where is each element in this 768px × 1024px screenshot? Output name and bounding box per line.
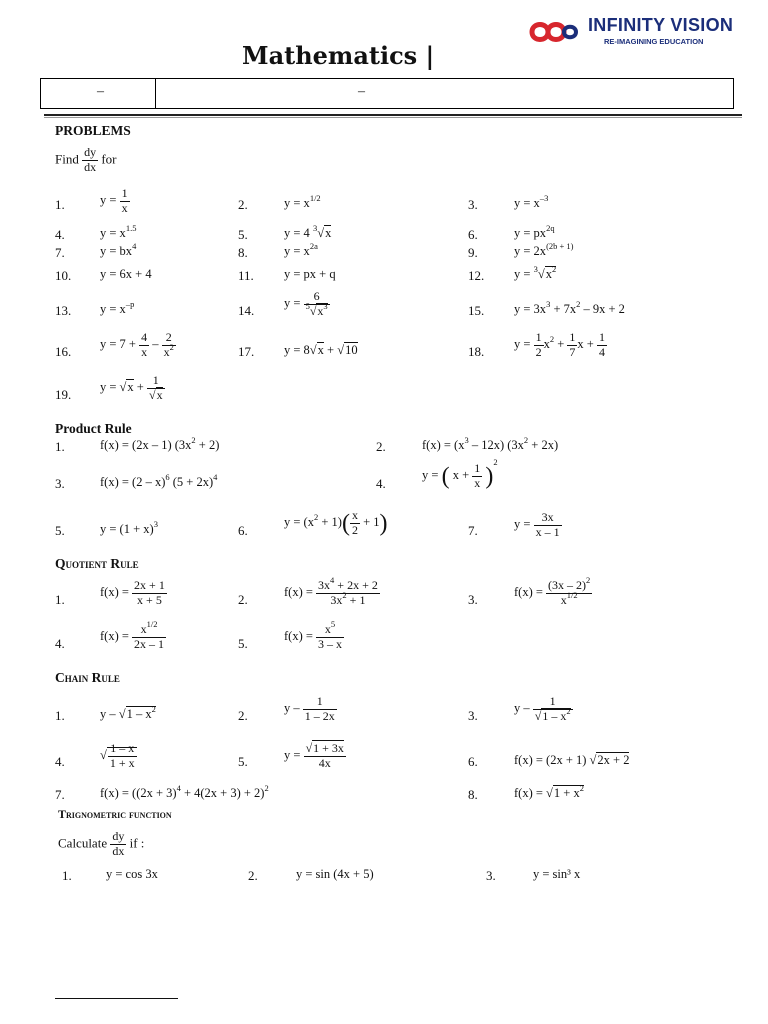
problem-number: 13. bbox=[55, 303, 72, 318]
chain-rule-heading: Chain Rule bbox=[55, 670, 120, 685]
problem-expression: √ $\frac{1 - x}{1 + x}$ bbox=[100, 741, 135, 770]
problem-expression: $y = (x^2 + 1)$( $\frac{x}{2}$ + 1) bbox=[284, 508, 388, 537]
problem-number: 6. bbox=[238, 523, 248, 538]
problem-number: 5. bbox=[238, 636, 248, 651]
problem-expression: y = $\frac{√1 + 3x}{4x}$ bbox=[284, 741, 344, 770]
problem-number: 2. bbox=[238, 197, 248, 212]
trig-instruction: Calculate $\frac{dy}{dx}$ if : bbox=[58, 829, 145, 858]
problem-expression: f(x) = $\frac{x^{1/2}}{2x - 1}$ bbox=[100, 619, 165, 651]
problem-number: 18. bbox=[468, 344, 485, 359]
problem-number: 4. bbox=[376, 476, 386, 491]
problem-expression: f(x) = (2x – 1) $(3x^2 + 2)$ bbox=[100, 435, 220, 452]
problem-expression: y – $√1 - x^2$ bbox=[100, 704, 156, 721]
problem-number: 1. bbox=[55, 439, 65, 454]
section-divider bbox=[44, 114, 742, 116]
problem-number: 5. bbox=[238, 227, 248, 242]
problem-expression: f(x) = $\frac{3x^4 + 2x + 2}{3x^2 + 1}$ bbox=[284, 575, 378, 607]
problem-number: 9. bbox=[468, 245, 478, 260]
problem-number: 1. bbox=[62, 868, 72, 883]
problem-number: 3. bbox=[468, 592, 478, 607]
problem-expression: y = $\frac{3x}{x - 1}$ bbox=[514, 510, 560, 539]
problem-expression: y = 7 + $\frac{4}{x}$ – $\frac{2}{x^2}$ bbox=[100, 330, 174, 359]
problem-number: 7. bbox=[55, 787, 65, 802]
problem-number: 3. bbox=[468, 708, 478, 723]
problems-heading: PROBLEMS bbox=[55, 123, 131, 138]
problem-expression: y = sin (4x + 5) bbox=[296, 867, 374, 881]
problem-expression: $f(x) = √1 + x^2$ bbox=[514, 783, 584, 800]
problem-number: 2. bbox=[248, 868, 258, 883]
problem-expression: y = 8√x + √10 bbox=[284, 343, 358, 357]
problem-number: 8. bbox=[238, 245, 248, 260]
problem-number: 1. bbox=[55, 592, 65, 607]
problem-number: 6. bbox=[468, 227, 478, 242]
problem-expression: y = $\frac{1}{x}$ bbox=[100, 186, 128, 215]
problem-expression: $y = (1 + x)^3$ bbox=[100, 519, 158, 536]
header-cell-1: – bbox=[97, 84, 104, 99]
problem-number: 2. bbox=[376, 439, 386, 454]
problem-expression: f(x) = (2x + 1) √2x + 2 bbox=[514, 753, 630, 767]
problem-expression: y = cos 3x bbox=[106, 867, 158, 881]
header-table bbox=[40, 78, 734, 109]
problem-expression: $f(x) = ((2x + 3)^4 + 4(2x + 3) + 2)^2$ bbox=[100, 783, 269, 800]
problem-number: 6. bbox=[468, 754, 478, 769]
product-rule-heading: Product Rule bbox=[55, 421, 132, 436]
problem-expression: f(x) = $\frac{x^5}{3 - x}$ bbox=[284, 619, 343, 651]
problem-expression: y = √x + $\frac{1}{√x}$ bbox=[100, 373, 163, 402]
problem-expression: y = sin³ x bbox=[533, 867, 581, 881]
problem-number: 5. bbox=[55, 523, 65, 538]
brand-name: INFINITY VISION bbox=[588, 15, 734, 35]
problem-number: 16. bbox=[55, 344, 72, 359]
problem-number: 2. bbox=[238, 592, 248, 607]
problem-expression: $y = px^{2q}$ bbox=[514, 223, 555, 240]
problem-expression: $y = x^{-p}$ bbox=[100, 299, 135, 316]
problem-number: 3. bbox=[486, 868, 496, 883]
problem-expression: f(x) = $\frac{(3x - 2)^2}{x^{1/2}}$ bbox=[514, 575, 591, 607]
page-title: Mathematics | bbox=[242, 41, 435, 70]
problem-number: 5. bbox=[238, 754, 248, 769]
problem-number: 1. bbox=[55, 197, 65, 212]
problem-number: 15. bbox=[468, 303, 485, 318]
problem-expression: f(x) = (2 – x)$^6$ $(5 + 2x)^4$ bbox=[100, 472, 218, 489]
problem-expression: y = 4 $^3$√x bbox=[284, 223, 332, 240]
problem-expression: $y = x^{1.5}$ bbox=[100, 223, 137, 240]
footnote-rule bbox=[55, 998, 178, 999]
problem-expression: $y = 2x^{(2b + 1)}$ bbox=[514, 241, 574, 258]
problem-number: 17. bbox=[238, 344, 255, 359]
quotient-rule-heading: Quotient Rule bbox=[55, 556, 139, 571]
trig-heading: Trignometric function bbox=[58, 807, 172, 821]
problem-number: 10. bbox=[55, 268, 72, 283]
problem-number: 4. bbox=[55, 227, 65, 242]
header-cell-2: – bbox=[358, 84, 365, 99]
problem-expression: y = 6x + 4 bbox=[100, 267, 152, 281]
problem-expression: f(x) = $\frac{2x + 1}{x + 5}$ bbox=[100, 578, 165, 607]
problem-number: 4. bbox=[55, 754, 65, 769]
problem-expression: $f(x) = (x^3 - 12x) (3x^2 + 2x)$ bbox=[422, 435, 559, 452]
problem-number: 7. bbox=[55, 245, 65, 260]
problem-expression: y – $\frac{1}{√1 - x^2}$ bbox=[514, 694, 571, 723]
problem-expression: y = px + q bbox=[284, 267, 336, 281]
problem-number: 12. bbox=[468, 268, 485, 283]
problem-expression: $y = x^{1/2}$ bbox=[284, 193, 321, 210]
problem-expression: y = ( x + $\frac{1}{x}$ )$^2$ bbox=[422, 457, 498, 490]
brand-tagline: RE-IMAGINING EDUCATION bbox=[604, 37, 704, 46]
header-table-divider bbox=[155, 78, 156, 109]
problem-number: 19. bbox=[55, 387, 72, 402]
section-divider-shadow bbox=[44, 117, 742, 118]
problem-expression: y = $\frac{6}{^5√x^3}$ bbox=[284, 289, 328, 318]
problem-number: 4. bbox=[55, 636, 65, 651]
problem-number: 7. bbox=[468, 523, 478, 538]
problem-expression: $y = 3x^3 + 7x^2 - 9x + 2$ bbox=[514, 299, 625, 316]
problem-number: 1. bbox=[55, 708, 65, 723]
problem-expression: $y = x^{-3}$ bbox=[514, 193, 549, 210]
problem-expression: $y = bx^4$ bbox=[100, 241, 137, 258]
problem-expression: y = $\frac{1}{2}$ $x^2$ + $\frac{1}{7}$ x + $\frac{1}{4}$ bbox=[514, 330, 605, 359]
problem-number: 8. bbox=[468, 787, 478, 802]
problem-number: 11. bbox=[238, 268, 254, 283]
problems-instruction: Find $\frac{dy}{dx}$ for bbox=[55, 145, 117, 174]
problem-expression: $y = x^{2a}$ bbox=[284, 241, 318, 258]
problem-expression: y – $\frac{1}{1 - 2x}$ bbox=[284, 694, 335, 723]
problem-number: 3. bbox=[468, 197, 478, 212]
problem-number: 14. bbox=[238, 303, 255, 318]
problem-number: 3. bbox=[55, 476, 65, 491]
problem-number: 2. bbox=[238, 708, 248, 723]
problem-expression: $y = ^3√x^2$ bbox=[514, 264, 557, 281]
